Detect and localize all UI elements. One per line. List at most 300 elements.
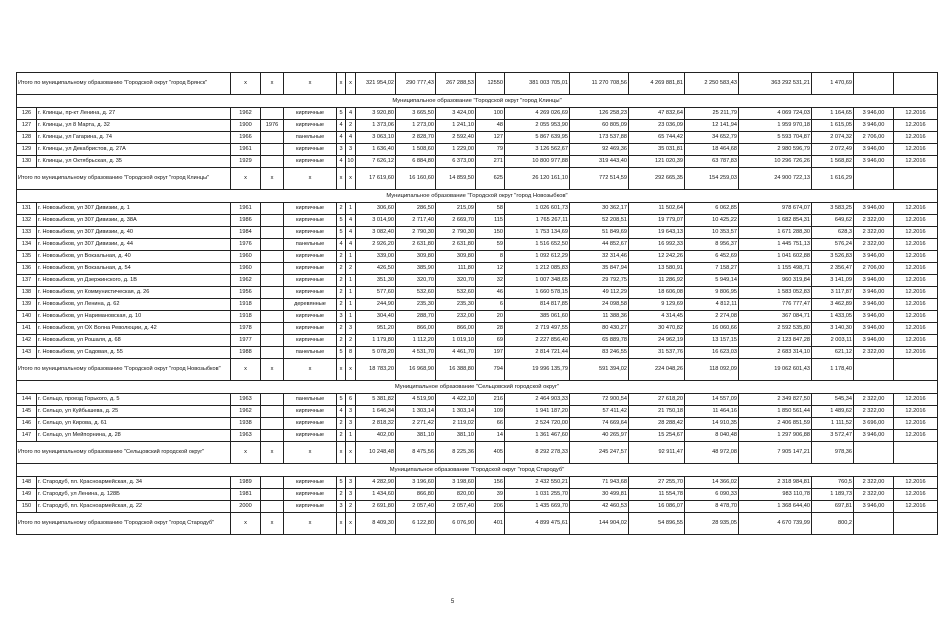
data-cell: 3 946,00	[854, 311, 894, 323]
data-cell: 10 425,22	[685, 215, 739, 227]
data-cell	[261, 108, 284, 120]
data-cell: 1	[346, 203, 356, 215]
address-cell: г. Клинцы, ул 8 Марта, д. 32	[37, 120, 231, 132]
data-cell: 109	[476, 406, 505, 418]
row-number: 128	[17, 132, 37, 144]
data-cell: 12.2016	[894, 263, 938, 275]
total-cell: 4 670 739,99	[739, 513, 812, 535]
data-cell: кирпичные	[284, 323, 337, 335]
data-cell: 1 111,52	[812, 418, 854, 430]
data-cell: 12.2016	[894, 227, 938, 239]
data-cell: панельные	[284, 347, 337, 359]
data-cell: 63 787,83	[685, 156, 739, 168]
municipality-section-header	[17, 464, 938, 477]
data-cell: 59	[476, 239, 505, 251]
data-cell: 1 445 751,13	[739, 239, 812, 251]
total-cell: x	[284, 513, 337, 535]
data-cell	[261, 156, 284, 168]
total-cell: 978,36	[812, 442, 854, 464]
data-cell: кирпичные	[284, 275, 337, 287]
data-cell: 2 072,49	[812, 144, 854, 156]
data-cell: 5 593 704,87	[739, 132, 812, 144]
row-number: 145	[17, 406, 37, 418]
data-cell: кирпичные	[284, 156, 337, 168]
data-cell: 1 189,73	[812, 489, 854, 501]
row-number: 147	[17, 430, 37, 442]
data-cell: 6 062,85	[685, 203, 739, 215]
total-cell: 800,2	[812, 513, 854, 535]
data-cell: 7 158,27	[685, 263, 739, 275]
total-cell: 8 475,56	[396, 442, 436, 464]
total-cell: 6 122,80	[396, 513, 436, 535]
data-cell: 12.2016	[894, 108, 938, 120]
table-row	[17, 108, 938, 120]
data-cell: 11 502,64	[629, 203, 685, 215]
total-cell: 92 911,47	[629, 442, 685, 464]
address-cell: г. Новозыбков, ул 307 Дивизии, д. 38А	[37, 215, 231, 227]
address-cell: г. Новозыбков, ул 307 Дивизии, д. 40	[37, 227, 231, 239]
total-cell	[854, 168, 894, 190]
data-cell: 12.2016	[894, 323, 938, 335]
data-cell: 3 946,00	[854, 335, 894, 347]
data-cell: 3 946,00	[854, 299, 894, 311]
data-cell: 2 074,32	[812, 132, 854, 144]
municipality-total-row	[17, 168, 938, 190]
data-cell: 126 258,23	[570, 108, 629, 120]
data-cell: 2 003,11	[812, 335, 854, 347]
total-cell: 16 388,80	[436, 359, 476, 381]
data-cell: 1 682 854,31	[739, 215, 812, 227]
table-row	[17, 299, 938, 311]
total-cell: 4 269 881,81	[629, 73, 685, 95]
data-cell: 216	[476, 394, 505, 406]
data-cell: 69	[476, 335, 505, 347]
row-number: 143	[17, 347, 37, 359]
data-cell: 8 478,70	[685, 501, 739, 513]
data-cell: 1 850 561,44	[739, 406, 812, 418]
data-cell: 2 464 903,33	[505, 394, 570, 406]
data-cell: 24 098,58	[570, 299, 629, 311]
total-cell: x	[337, 513, 346, 535]
total-cell	[894, 442, 938, 464]
data-cell: 319 443,40	[570, 156, 629, 168]
total-cell: 591 394,02	[570, 359, 629, 381]
total-cell	[894, 359, 938, 381]
data-cell: 28 288,42	[629, 418, 685, 430]
data-cell: 1 303,14	[436, 406, 476, 418]
data-cell: 577,60	[356, 287, 396, 299]
data-cell: кирпичные	[284, 501, 337, 513]
data-cell: 12.2016	[894, 501, 938, 513]
data-cell: 532,60	[436, 287, 476, 299]
data-cell: 2	[337, 287, 346, 299]
data-cell: 235,30	[396, 299, 436, 311]
data-cell: 9 806,95	[685, 287, 739, 299]
total-cell: 245 247,57	[570, 442, 629, 464]
data-cell: 19 779,07	[629, 215, 685, 227]
data-cell: 79	[476, 144, 505, 156]
data-cell: 2 691,80	[356, 501, 396, 513]
section-title: Муниципальное образование "Городской округ "город Новозыбков"	[17, 190, 938, 203]
data-cell: 1938	[231, 418, 261, 430]
total-cell: x	[346, 442, 356, 464]
data-cell: 12.2016	[894, 275, 938, 287]
municipality-total-row	[17, 513, 938, 535]
data-cell: 3 946,00	[854, 156, 894, 168]
data-cell: 12.2016	[894, 311, 938, 323]
data-cell: 866,00	[396, 323, 436, 335]
data-cell: 72 900,54	[570, 394, 629, 406]
data-cell: 12.2016	[894, 477, 938, 489]
data-cell: 1984	[231, 227, 261, 239]
data-cell: 320,70	[396, 275, 436, 287]
data-cell: 24 962,19	[629, 335, 685, 347]
address-cell: г. Стародуб, ул Ленина, д. 128Б	[37, 489, 231, 501]
data-cell: 10 800 977,88	[505, 156, 570, 168]
table-row	[17, 323, 938, 335]
total-cell	[854, 359, 894, 381]
data-cell: 66	[476, 418, 505, 430]
data-cell: 47 832,64	[629, 108, 685, 120]
data-cell: 18 464,68	[685, 144, 739, 156]
data-cell	[261, 227, 284, 239]
data-cell: 14 910,35	[685, 418, 739, 430]
data-cell: 2 322,00	[854, 239, 894, 251]
section-title: Муниципальное образование "Сельцовский городской округ"	[17, 381, 938, 394]
row-number: 142	[17, 335, 37, 347]
table-row	[17, 203, 938, 215]
data-cell: 1 373,06	[356, 120, 396, 132]
total-cell: 6 076,90	[436, 513, 476, 535]
data-cell: 2	[346, 501, 356, 513]
data-cell: 1962	[231, 406, 261, 418]
data-cell: 2 706,00	[854, 132, 894, 144]
total-cell: 772 514,59	[570, 168, 629, 190]
data-cell: 1 297 906,88	[739, 430, 812, 442]
total-cell: x	[284, 168, 337, 190]
data-cell: 1988	[231, 347, 261, 359]
data-cell: 2	[337, 263, 346, 275]
table-row	[17, 156, 938, 168]
data-cell: кирпичные	[284, 406, 337, 418]
data-cell: 1 007 348,65	[505, 275, 570, 287]
data-cell: 367 084,71	[739, 311, 812, 323]
data-cell: 10 353,57	[685, 227, 739, 239]
data-cell: 80 430,27	[570, 323, 629, 335]
data-cell	[261, 132, 284, 144]
data-cell: 1 026 601,73	[505, 203, 570, 215]
total-cell: x	[261, 168, 284, 190]
total-cell: 321 954,02	[356, 73, 396, 95]
data-cell: 156	[476, 477, 505, 489]
address-cell: г. Новозыбков, ул Ленина, д. 62	[37, 299, 231, 311]
row-number: 134	[17, 239, 37, 251]
municipality-total-row	[17, 359, 938, 381]
data-cell: 4	[346, 132, 356, 144]
data-cell: 2 631,80	[396, 239, 436, 251]
row-number: 130	[17, 156, 37, 168]
data-cell: 2 631,80	[436, 239, 476, 251]
data-cell: 12	[476, 263, 505, 275]
data-cell: 12.2016	[894, 215, 938, 227]
table-row	[17, 215, 938, 227]
data-cell: 532,60	[396, 287, 436, 299]
data-cell: 2	[337, 251, 346, 263]
data-cell: кирпичные	[284, 418, 337, 430]
row-number: 129	[17, 144, 37, 156]
address-cell: г. Сельцо, проезд Горького, д. 5	[37, 394, 231, 406]
data-cell: 4	[337, 406, 346, 418]
total-cell: x	[261, 359, 284, 381]
row-number: 140	[17, 311, 37, 323]
row-number: 138	[17, 287, 37, 299]
data-cell: 5 949,14	[685, 275, 739, 287]
address-cell: г. Новозыбков, ул Наримановская, д. 10	[37, 311, 231, 323]
row-number: 148	[17, 477, 37, 489]
data-cell	[261, 501, 284, 513]
row-number: 127	[17, 120, 37, 132]
data-cell: 6 373,00	[436, 156, 476, 168]
table-row	[17, 347, 938, 359]
total-cell: 144 904,02	[570, 513, 629, 535]
data-cell: 339,00	[356, 251, 396, 263]
table-row	[17, 406, 938, 418]
address-cell: г. Новозыбков, ул ОХ Волна Революции, д. 42	[37, 323, 231, 335]
data-cell: 3 126 562,67	[505, 144, 570, 156]
data-cell: 2 719 497,55	[505, 323, 570, 335]
data-cell: 1963	[231, 394, 261, 406]
data-cell: 12.2016	[894, 347, 938, 359]
data-cell: 35 031,81	[629, 144, 685, 156]
table-row	[17, 489, 938, 501]
data-cell: 2	[337, 430, 346, 442]
address-cell: г. Клинцы, ул Гагарина, д. 74	[37, 132, 231, 144]
data-cell: 2 322,00	[854, 406, 894, 418]
data-cell: кирпичные	[284, 227, 337, 239]
row-number: 149	[17, 489, 37, 501]
table-row	[17, 418, 938, 430]
data-cell: 309,80	[396, 251, 436, 263]
data-cell: 2 322,00	[854, 477, 894, 489]
data-cell: 2 055 953,90	[505, 120, 570, 132]
data-cell	[261, 215, 284, 227]
data-cell	[261, 311, 284, 323]
total-cell: 4 899 475,61	[505, 513, 570, 535]
data-cell: 760,5	[812, 477, 854, 489]
data-cell: 9 129,69	[629, 299, 685, 311]
data-cell: 3 696,00	[854, 418, 894, 430]
data-cell: 1 583 052,83	[739, 287, 812, 299]
data-cell: 1918	[231, 299, 261, 311]
data-cell: 621,12	[812, 347, 854, 359]
data-cell: 197	[476, 347, 505, 359]
data-cell: 25 211,79	[685, 108, 739, 120]
data-cell: 16 992,33	[629, 239, 685, 251]
total-cell: x	[346, 359, 356, 381]
data-cell: 1986	[231, 215, 261, 227]
total-cell: x	[337, 73, 346, 95]
data-cell: 4	[346, 108, 356, 120]
data-cell: 1 660 578,15	[505, 287, 570, 299]
data-cell: 304,40	[356, 311, 396, 323]
data-cell: 6 884,80	[396, 156, 436, 168]
data-cell: 2	[337, 418, 346, 430]
data-cell	[261, 394, 284, 406]
data-cell: 4 314,45	[629, 311, 685, 323]
data-cell: 2 669,70	[436, 215, 476, 227]
data-cell: 3 665,50	[396, 108, 436, 120]
data-cell: 2	[346, 263, 356, 275]
table-row	[17, 275, 938, 287]
data-cell: 12 141,94	[685, 120, 739, 132]
data-cell: 4	[337, 156, 346, 168]
data-cell: 2	[337, 203, 346, 215]
data-cell: 2 057,40	[436, 501, 476, 513]
data-cell: 2	[346, 120, 356, 132]
data-cell: 306,60	[356, 203, 396, 215]
data-cell: 12.2016	[894, 251, 938, 263]
row-number: 141	[17, 323, 37, 335]
address-cell: г. Сельцо, ул Куйбышева, д. 25	[37, 406, 231, 418]
data-cell: 2	[337, 489, 346, 501]
data-cell: кирпичные	[284, 144, 337, 156]
data-cell: 8	[346, 347, 356, 359]
data-cell: 2 349 827,50	[739, 394, 812, 406]
data-cell: 697,81	[812, 501, 854, 513]
table-row	[17, 251, 938, 263]
data-cell: 5 078,20	[356, 347, 396, 359]
row-number: 126	[17, 108, 37, 120]
data-cell: 11 464,16	[685, 406, 739, 418]
data-cell: 3 063,10	[356, 132, 396, 144]
data-cell: 5 867 639,95	[505, 132, 570, 144]
data-cell: 286,50	[396, 203, 436, 215]
data-cell: 1 273,00	[396, 120, 436, 132]
data-cell: 2 271,42	[396, 418, 436, 430]
data-cell: 2 406 851,59	[739, 418, 812, 430]
data-cell: 1 212 085,83	[505, 263, 570, 275]
data-cell: 11 286,92	[629, 275, 685, 287]
total-cell: x	[337, 442, 346, 464]
total-cell: x	[261, 73, 284, 95]
total-cell	[894, 513, 938, 535]
data-cell: 1 092 612,29	[505, 251, 570, 263]
total-cell: x	[337, 359, 346, 381]
data-cell: 32	[476, 275, 505, 287]
data-cell: 649,62	[812, 215, 854, 227]
data-cell	[261, 299, 284, 311]
data-cell: 15 254,67	[629, 430, 685, 442]
data-cell: 150	[476, 227, 505, 239]
data-cell: 1966	[231, 132, 261, 144]
data-cell: 5	[337, 227, 346, 239]
data-cell: 1989	[231, 477, 261, 489]
data-cell: 52 208,51	[570, 215, 629, 227]
data-cell: 4 282,90	[356, 477, 396, 489]
data-cell: кирпичные	[284, 489, 337, 501]
data-cell: 2 828,70	[396, 132, 436, 144]
data-cell: 1929	[231, 156, 261, 168]
data-cell: 1960	[231, 263, 261, 275]
data-cell: 4	[337, 120, 346, 132]
data-cell: 39	[476, 489, 505, 501]
data-cell: 92 469,36	[570, 144, 629, 156]
table-row	[17, 394, 938, 406]
table-row	[17, 239, 938, 251]
data-cell: 2 123 847,28	[739, 335, 812, 347]
data-cell: 6	[476, 299, 505, 311]
data-cell: 2 318 984,81	[739, 477, 812, 489]
data-cell: 1976	[231, 239, 261, 251]
data-cell: 60 805,09	[570, 120, 629, 132]
data-cell: 2 814 721,44	[505, 347, 570, 359]
data-cell: 2 057,40	[396, 501, 436, 513]
data-cell: 1 636,40	[356, 144, 396, 156]
municipality-section-header	[17, 95, 938, 108]
data-cell: 3	[337, 501, 346, 513]
data-cell: 34 652,79	[685, 132, 739, 144]
data-cell	[261, 287, 284, 299]
total-cell: 16 160,60	[396, 168, 436, 190]
data-cell	[261, 477, 284, 489]
data-cell: 1963	[231, 430, 261, 442]
data-cell: 5	[337, 347, 346, 359]
page-number: 5	[450, 599, 455, 605]
total-cell: 7 905 147,21	[739, 442, 812, 464]
data-cell: 866,80	[396, 489, 436, 501]
data-cell: 3 946,00	[854, 203, 894, 215]
data-cell: 100	[476, 108, 505, 120]
data-cell: 1 753 134,69	[505, 227, 570, 239]
data-cell: 3 014,90	[356, 215, 396, 227]
total-cell: 794	[476, 359, 505, 381]
address-cell: г. Стародуб, пл. Красноармейская, д. 34	[37, 477, 231, 489]
data-cell: 1962	[231, 108, 261, 120]
data-cell	[261, 430, 284, 442]
table-row	[17, 430, 938, 442]
data-cell: 1900	[231, 120, 261, 132]
total-cell: x	[231, 359, 261, 381]
data-cell: 2 818,32	[356, 418, 396, 430]
data-cell: 244,90	[356, 299, 396, 311]
data-cell: кирпичные	[284, 251, 337, 263]
data-cell: 71 943,68	[570, 477, 629, 489]
data-cell: 3 424,00	[436, 108, 476, 120]
data-cell: 12.2016	[894, 132, 938, 144]
data-cell: 1 671 288,30	[739, 227, 812, 239]
data-cell: 3 946,00	[854, 430, 894, 442]
total-cell: 17 619,60	[356, 168, 396, 190]
total-cell: 401	[476, 513, 505, 535]
data-cell: 1961	[231, 203, 261, 215]
municipality-section-header	[17, 190, 938, 203]
data-cell: 1	[346, 299, 356, 311]
data-cell: 7 626,12	[356, 156, 396, 168]
table-row	[17, 132, 938, 144]
total-cell: 54 896,55	[629, 513, 685, 535]
data-cell: 1	[346, 275, 356, 287]
data-cell: 12 242,26	[629, 251, 685, 263]
data-cell: 3 946,00	[854, 501, 894, 513]
data-cell: 1 433,05	[812, 311, 854, 323]
data-cell: 3 946,00	[854, 120, 894, 132]
total-cell: x	[261, 513, 284, 535]
row-number: 136	[17, 263, 37, 275]
data-cell: 3 462,89	[812, 299, 854, 311]
data-cell: панельные	[284, 394, 337, 406]
data-cell: 576,24	[812, 239, 854, 251]
data-cell: 385 061,60	[505, 311, 570, 323]
